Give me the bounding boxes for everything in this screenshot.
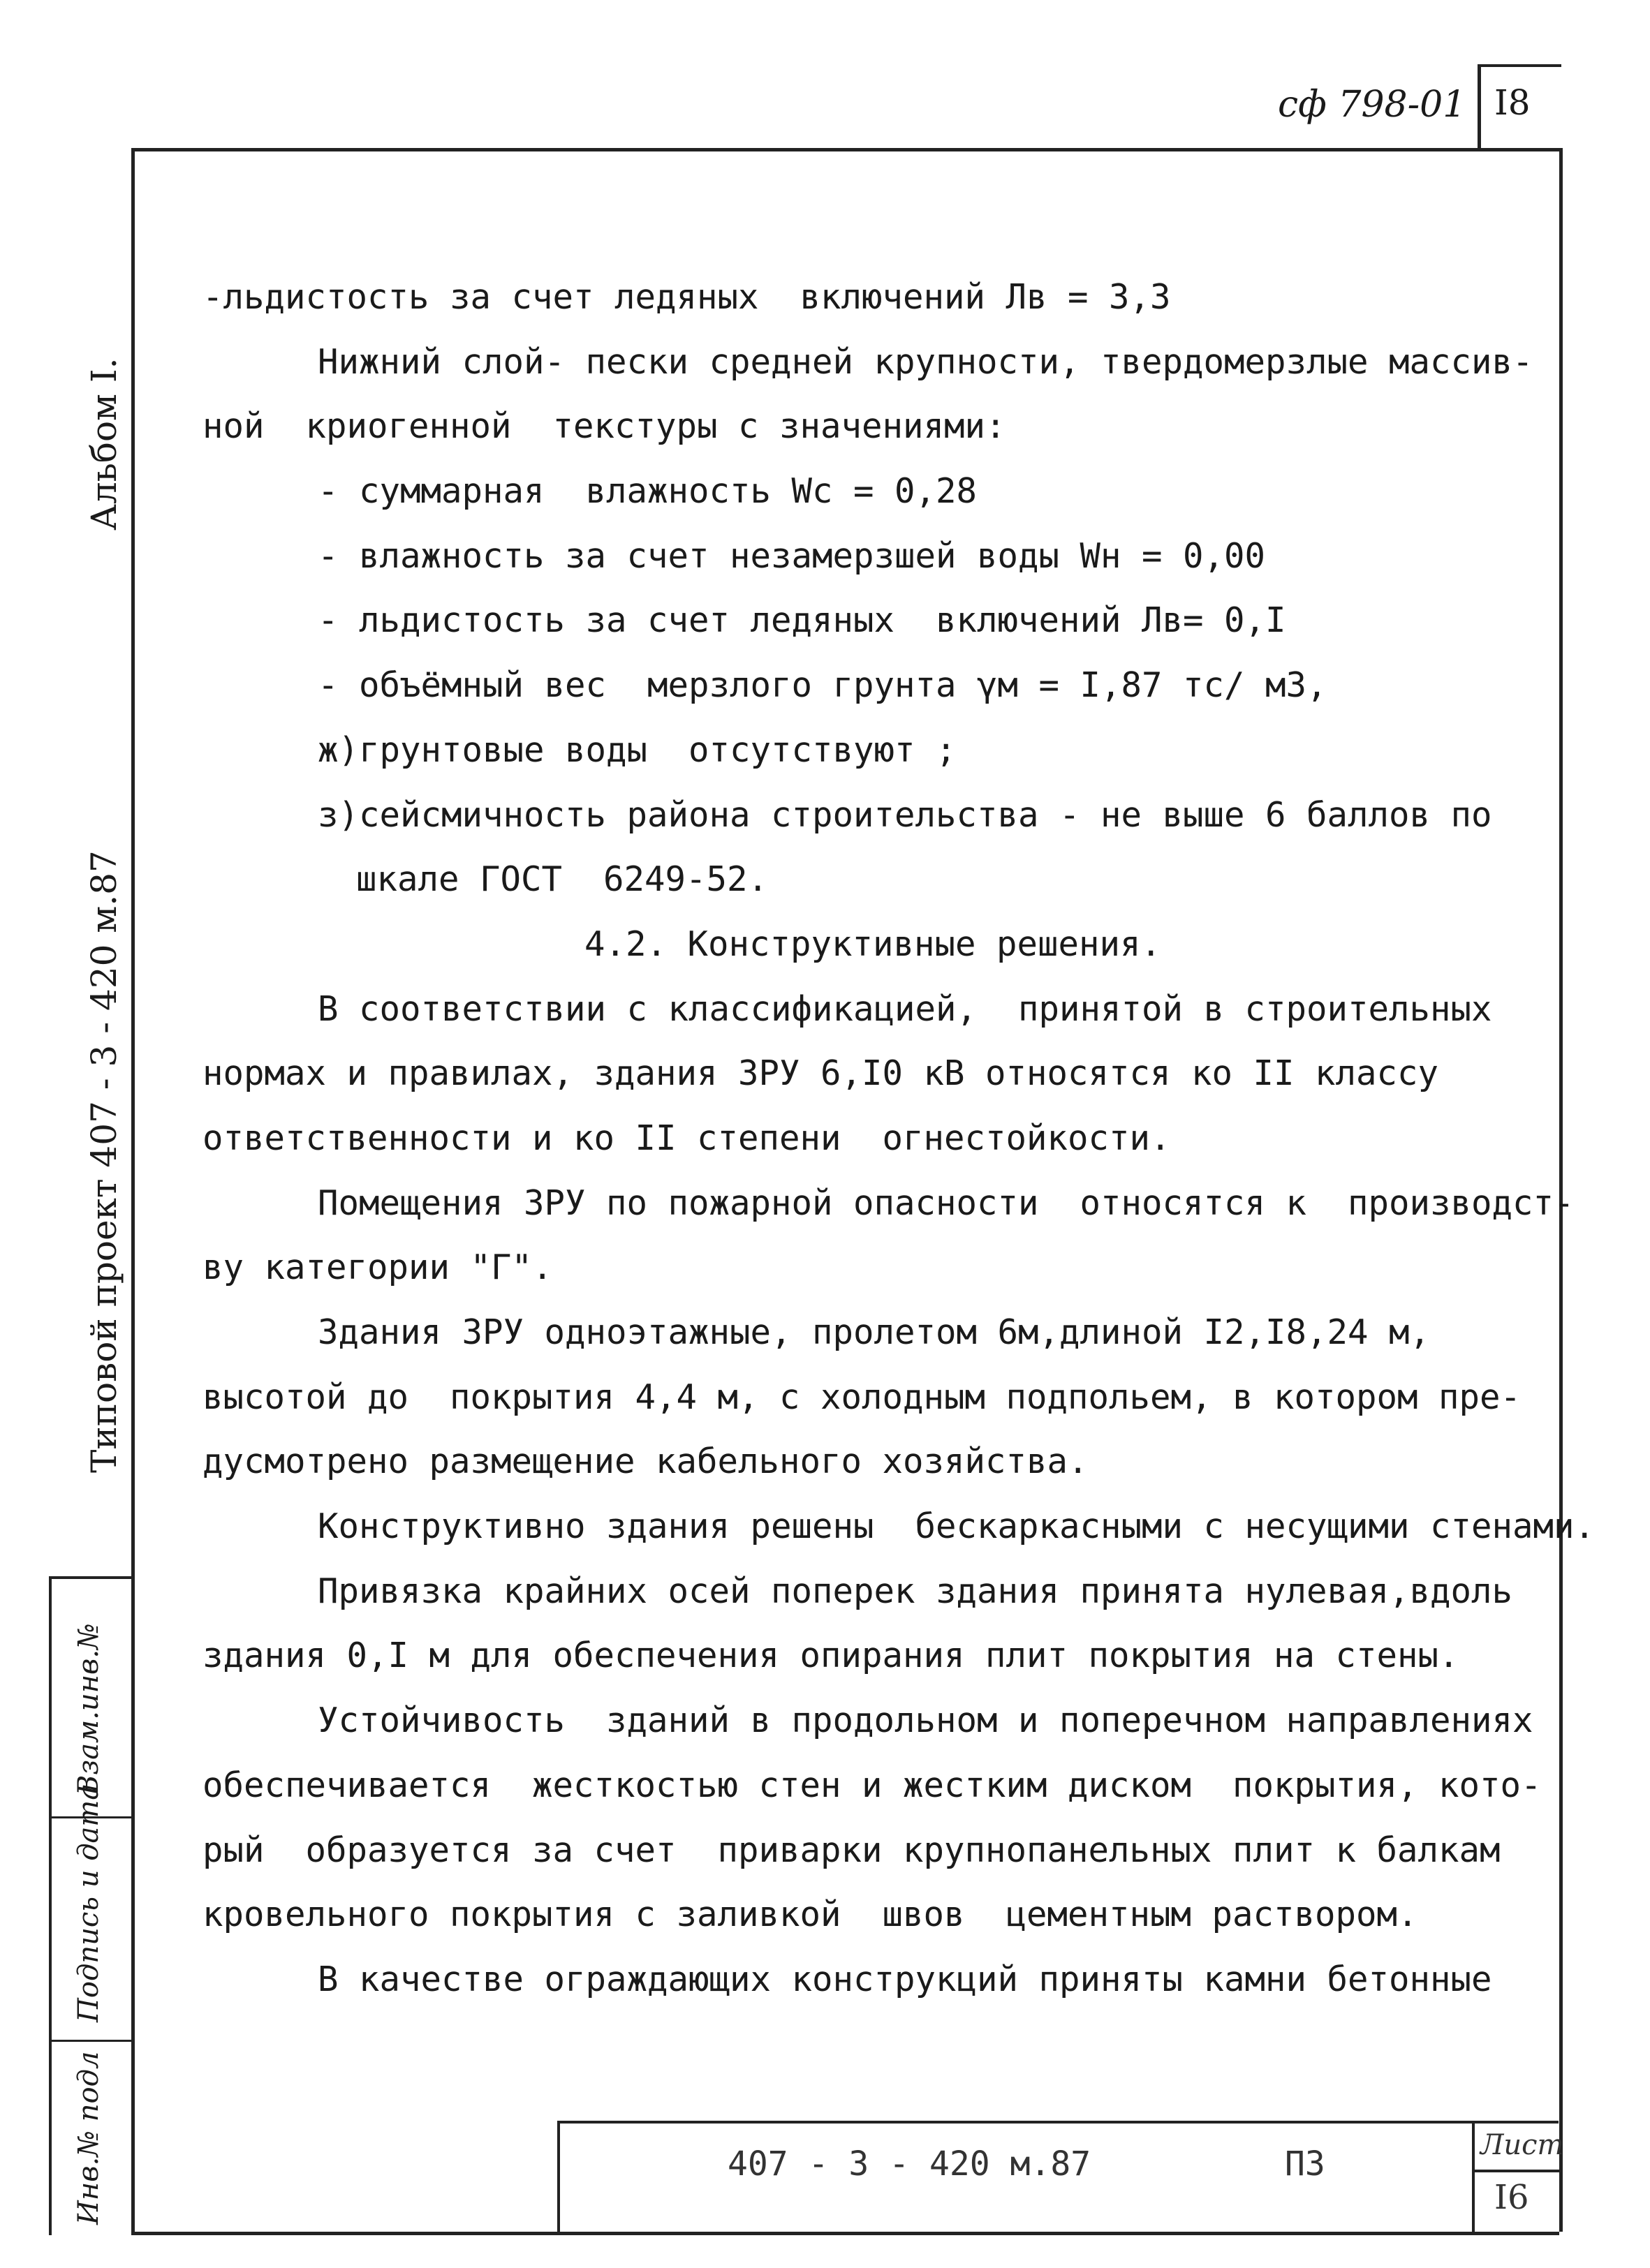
footer-doc: 407 - 3 - 420 м.87 (728, 2144, 1091, 2184)
list-cell (1472, 2124, 1564, 2232)
list-label: Лист (1480, 2129, 1564, 2161)
project-label: Типовой проект 407 - 3 - 420 м.87 (84, 850, 124, 1473)
stamp-divider (52, 2040, 134, 2042)
text-line: шкале ГОСТ 6249-52. (356, 859, 769, 900)
text-line: ной криогенной текстуры с значениями: (202, 406, 1006, 447)
text-line: дусмотрено размещение кабельного хозяйства. (202, 1441, 1089, 1482)
list-separator (1475, 2170, 1561, 2172)
text-line: В соответствии с классификацией, принятой в строительных (318, 988, 1492, 1029)
text-line: высотой до покрытия 4,4 м, с холодным подпольем, в котором пре- (202, 1377, 1522, 1417)
stamp-field-signature: Подпись и дата (73, 1783, 105, 2022)
document-body (202, 265, 1596, 2013)
text-line: обеспечивается жесткостью стен и жестким диском покрытия, кото- (202, 1765, 1542, 1805)
footer-section: ПЗ (1285, 2144, 1325, 2184)
text-line: Здания ЗРУ одноэтажные, пролетом 6м,длиной I2,I8,24 м, (318, 1312, 1431, 1352)
text-line: з)сейсмичность района строительства - не выше 6 баллов по (318, 794, 1492, 835)
sheet-number: I8 (1494, 82, 1531, 123)
text-line: здания 0,I м для обеспечения опирания плит покрытия на стены. (202, 1636, 1459, 1676)
text-line: рый образуется за счет приварки крупнопанельных плит к балкам (202, 1830, 1501, 1870)
text-line: ву категории "Г". (202, 1247, 553, 1288)
text-line: - суммарная влажность Wс = 0,28 (318, 471, 978, 512)
stamp-field-inventory: Инв.№ подл (73, 2051, 105, 2225)
text-line: - объёмный вес мерзлого грунта γм = I,87 тс/ м3, (318, 665, 1327, 706)
text-line: - льдистость за счет ледяных включений Лв= 0,I (318, 600, 1286, 641)
text-line: Нижний слой- пески средней крупности, твердомерзлые массив- (318, 341, 1533, 382)
text-line: ответственности и ко II степени огнестойкости. (202, 1118, 1171, 1158)
stamp-field-replacement: Взам.инв.№ (73, 1623, 105, 1795)
title-block (557, 2121, 1564, 2232)
album-label: Альбом I. (84, 357, 124, 531)
text-line: кровельного покрытия с заливкой швов цементным раствором. (202, 1895, 1418, 1935)
text-line: -льдистость за счет ледяных включений Лв = 3,3 (202, 277, 1171, 317)
text-line: Конструктивно здания решены бескаркасными с несущими стенами. (318, 1506, 1596, 1547)
text-line: Помещения ЗРУ по пожарной опасности относятся к производст- (318, 1183, 1575, 1223)
text-line: ж)грунтовые воды отсутствуют ; (318, 729, 957, 770)
text-line: Привязка крайних осей поперек здания принята нулевая,вдоль (318, 1571, 1513, 1611)
text-line: Устойчивость зданий в продольном и поперечном направлениях (318, 1700, 1533, 1741)
page-frame-bottom (131, 2232, 1559, 2235)
header-code: сф 798-01 (1278, 84, 1466, 126)
text-line: В качестве ограждающих конструкций приняты камни бетонные (318, 1959, 1492, 1999)
left-stamp (49, 1576, 134, 2235)
text-line: нормах и правилах, здания ЗРУ 6,I0 кВ относятся ко II классу (202, 1053, 1439, 1094)
text-line: - влажность за счет незамерзшей воды Wн = 0,00 (318, 535, 1266, 576)
section-heading: 4.2. Конструктивные решения. (584, 924, 1161, 964)
list-number: I6 (1494, 2178, 1529, 2217)
